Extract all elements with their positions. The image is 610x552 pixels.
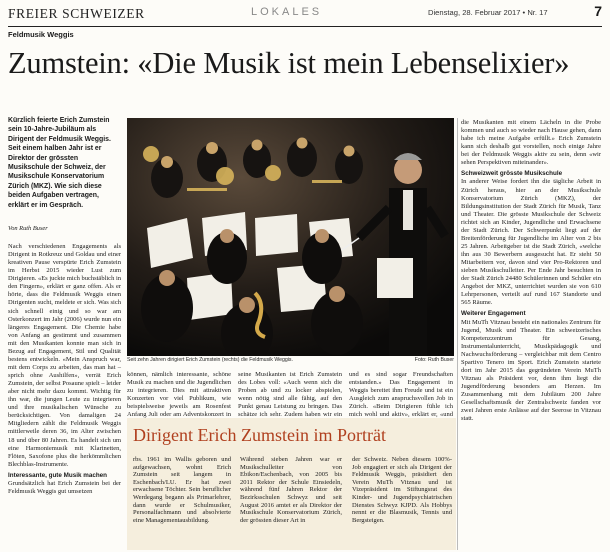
subheading: Interessante, gute Musik machen [8, 471, 108, 479]
photo-caption [127, 357, 454, 363]
photo-credit: Foto: Ruth Buser [414, 357, 454, 363]
caption-text: Seit zehn Jahren dirigiert Erich Zumstein (rechts) die Feldmusik Weggis. [127, 357, 293, 363]
article-headline: Zumstein: «Die Musik ist mein Lebenselixier» [8, 46, 570, 80]
band-photo-illustration [127, 118, 454, 356]
paragraph: die Musikanten mit einem Lächeln in die Probe kommen und auch so wieder nach Hause gehen, dann habe ich meine Aufgabe erfüllt.» Erich Zumstein kann sich deshalb gut vorstellen, noch einige Jahre bei der Feldmusik Weggis aktiv zu sein, denn «wir sehen Perspektiven miteinander». [461, 119, 601, 167]
article-column-1 [8, 243, 121, 496]
article-column-4: und es sind sogar Freundschaften entstanden.» Das Engagement in Weggis bereitet ihm Freude und ist ein Ausgleich zum anspruchsvollen Job in Zürich. «Beim Dirigieren fühle ich mich wohl und aktiv», erklärt er, «und [349, 371, 453, 419]
article-lead: Kürzlich feierte Erich Zumstein sein 10-Jahre-Jubiläum als Dirigent der Feldmusik Weggis. Seit einem halben Jahr ist er Direktor der grössten Musikschule der Schweiz, der Musikschule Konservatorium Zürich (MKZ). Wie sich diese beiden Aufgaben vertragen, erklärt er im Gespräch. [8, 117, 111, 209]
article-column-3: seine Musikanten ist Erich Zumstein des Lobes voll: «Auch wenn sich die Proben ab und zu locker abspielen, wenn nötig sind alle fähig, auf den Punkt genau Leistung zu bringen. Das schätze ich sehr. Zudem haben wir ein [238, 371, 342, 419]
subheading: Weiterer Engagement [461, 310, 526, 318]
subheading: Schweizweit grösste Musikschule [461, 170, 563, 178]
portrait-column-2: Während sieben Jahren war er Musikschulleiter von Ebikon/Eschenbach, von 2005 bis 2011 Rektor der Schule Einsiedeln, während fünf Jahren Rektor der Bezirksschulen Schwyz und seit August 2016 amtet er als Direktor der Musikschule Konservatorium Zürich, der grössten dieser Art in [240, 456, 342, 524]
paragraph: Grundsätzlich hat Erich Zumstein bei der Feldmusik Weggis gut umsetzen [8, 479, 121, 495]
portrait-column-1: rbs. 1961 im Wallis geboren und aufgewachsen, wohnt Erich Zumstein seit langem in Eschenbach/LU. Er hat zwei erwachsene Töchter. Sein beruflicher Werdegang begann als Primarlehrer, dann wurde er Schulmusiker, Personalfachmann und absolvierte eine Managementausbildung. [133, 456, 231, 524]
article-column-2: können, nämlich interessante, schöne Musik zu machen und die Jugendlichen zu integrieren. Dies mit attraktiven Konzerten vor viel Publikum, wie beispielsweise jeweils am Rosenfest Anfang Juli oder am Adventskonzert in [127, 371, 231, 419]
masthead: FREIER SCHWEIZER [8, 6, 145, 21]
article-kicker: Feldmusik Weggis [8, 30, 74, 39]
header-rule [8, 26, 602, 27]
article-column-5 [461, 119, 601, 423]
paragraph: Nach verschiedenen Engagements als Dirigent in Rotkreuz und Goldau und einer kreativen Pause verspürte Erich Zumstein im Herbst 2015 wieder Lust zum Dirigieren. «Es juckte mich buchstäblich in den Fingern», erklärt er ganz offen. Als er hörte, dass die Feldmusik Weggis einen Dirigenten sucht, meldete er sich. Was sich sich schnell einig und so war am Osterkonzert im Jahr (2006) wurde nun ein längeres Engagement. Die Chemie habe von Anfang an gestimmt und zusammen mit den Musikanten konnte man sich in Bezug auf Engagement, Stil und Qualität bestens entwickeln. «Mein Anspruch war, mit dem Corps zu arbeiten, das man hat – sprich ohne Aushilfen», verrät Erich Zumstein, der selbst Posaune spielt – leider aber nicht mehr dazu kommt. Wichtig für ihn war, die jungen Leute zu integrieren und ihre musikalischen Wünsche zu berücksichtigen. Von damaligen 24 Mitgliedern zählt die Feldmusik Weggis mittlerweile deren 36, im Alter zwischen 18 und über 80 Jahren. Es handelt sich um eine Harmoniemusik mit Klarinetten, Flöten, Saxofone plus die herkömmlichen Blechblas-Instrumente. [8, 243, 121, 468]
section-label: LOKALES [251, 6, 323, 18]
paragraph: In anderer Weise fordert ihn die tägliche Arbeit in Zürich heraus, hier an der Musikschule Konservatorium Zürich (MKZ), der Bildungsinstitution der Stadt Zürich für Musik, Tanz und Theater. Die grösste Musikschule der Schweiz richtet sich an Kinder, Jugendliche und Erwachsene der Stadt Zürich. Der Schwerpunkt liegt auf der Breitenförderung für Jugendliche im Alter von 2 bis 25 Jahren. Arbeitgeber ist die Stadt Zürich, «welche ihn aus 30 Bewerbern ausgesucht hat. Er steht 50 Mitarbeitern vor, davon sind vier Pro-Rektoren und sieben Musikschulleiter. Per Ende Jahr besuchten in der Stadt Zürich 24480 Schülerinnen und Schüler ein Angebot der MKZ, unterrichtet wurden sie von 610 Lehrpersonen, verteilt auf rund 167 Standorte und 565 Räume. [461, 178, 601, 307]
paragraph: Mit MuTh Vitznau besteht ein nationales Zentrum für Jugend, Musik und Theater. Ein schweizerisches Kompetenzzentrum für Gesang, Instrumentalunterricht, Musikpädagogik und Nachwuchsförderung – vergleichbar mit dem Centro Spartivo Tenero im Sport. Erich Zumstein startete dort im Jahr 2015 das gegründeten Verein MuTh Vitznau als Präsident vor, denn ihm liegt die Jugendförderung besonders am Herzen. Im Zusammenhang mit dem Jubiläum 200 Jahre Gesellschaftsmusik der Zentralschweiz fanden vor zwei Jahren erste Anlässe auf der Seerose in Vitznau statt. [461, 318, 601, 423]
band-photo [127, 118, 454, 356]
page-number: 7 [594, 3, 602, 19]
byline: Von Ruth Buser [8, 225, 48, 232]
dateline: Dienstag, 28. Februar 2017 • Nr. 17 [428, 8, 548, 17]
portrait-column-3: der Schweiz. Neben diesem 100%-Job engagiert er sich als Dirigent der Feldmusik Weggis, präsidiert den Verein MuTh Vitznau und ist Vizepräsident im Stiftungsrat des Kinder- und Jugendpsychiatrischen Dienstes Schwyz KJPD. Als Hobbys nennt er die Blasmusik, Tennis und Bergsteigen. [352, 456, 452, 524]
portrait-title: Dirigent Erich Zumstein im Porträt [133, 425, 386, 445]
column-divider [457, 118, 458, 550]
